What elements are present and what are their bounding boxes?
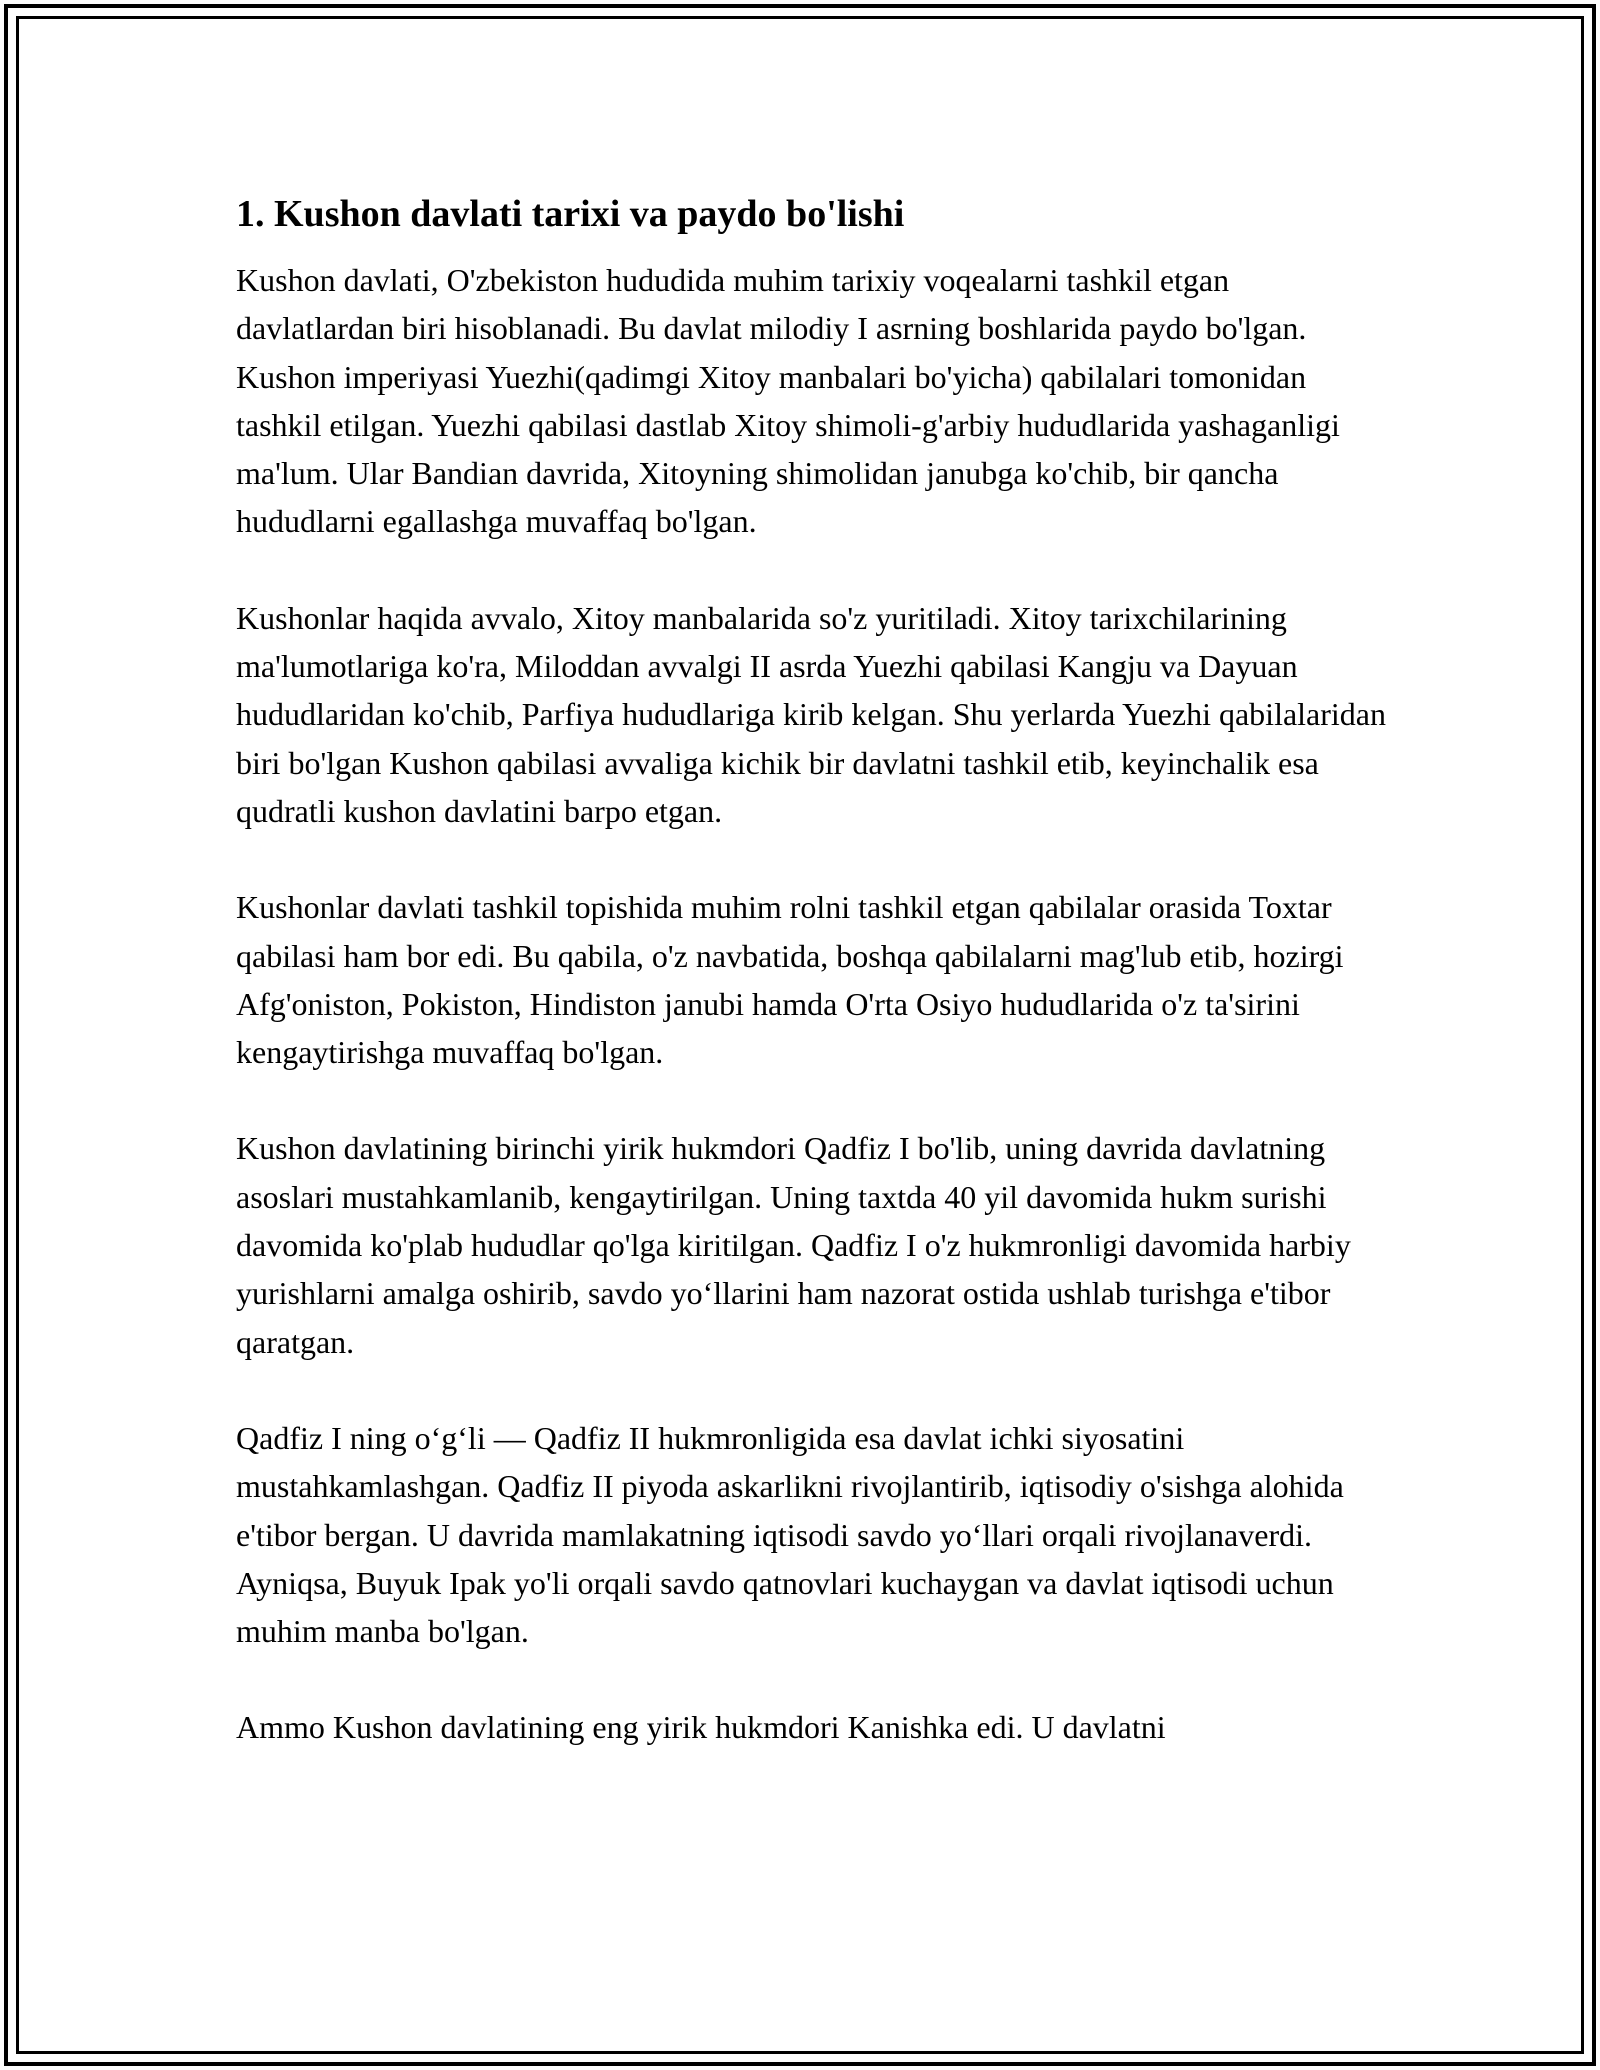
paragraph-2: Kushonlar haqida avvalo, Xitoy manbalarida so'z yuritiladi. Xitoy tarixchilarining ma'lumotlariga ko'ra, Miloddan avvalgi II asrda Yuezhi qabilasi Kangju va Dayuan hududlaridan ko'chib, Parfiya hududlariga kirib kelgan. Shu yerlarda Yuezhi qabilalaridan biri bo'lgan Kushon qabilasi avvaliga kichik bir davlatni tashkil etib, keyinchalik esa qudratli kushon davlatini barpo etgan. <box>236 599 1386 829</box>
paragraph-1: Kushon davlati, O'zbekiston hududida muhim tarixiy voqealarni tashkil etgan davlatlardan biri hisoblanadi. Bu davlat milodiy I asrning boshlarida paydo bo'lgan. Kushon imperiyasi Yuezhi(qadimgi Xitoy manbalari bo'yicha) qabilalari tomonidan tashkil etilgan. Yuezhi qabilasi dastlab Xitoy shimoli-g'arbiy hududlarida yashaganligi ma'lum. Ular Bandian davrida, Xitoyning shimolidan janubga ko'chib, bir qancha hududlarni egallashga muvaffaq bo'lgan. <box>236 262 1340 540</box>
paragraph-6: Ammo Kushon davlatining eng yirik hukmdori Kanishka edi. U davlatni <box>236 1709 1166 1746</box>
paragraph-4: Kushon davlatining birinchi yirik hukmdori Qadfiz I bo'lib, uning davrida davlatning asoslari mustahkamlanib, kengaytirilgan. Uning taxtda 40 yil davomida hukm surishi davomida ko'plab hududlar qo'lga kiritilgan. Qadfiz I o'z hukmronligi davomida harbiy yurishlarni amalga oshirib, savdo yo‘llarini ham nazorat ostida ushlab turishga e'tibor qaratgan. <box>236 1130 1351 1360</box>
paragraph-5: Qadfiz I ning o‘g‘li — Qadfiz II hukmronligida esa davlat ichki siyosatini mustahkamlashgan. Qadfiz II piyoda askarlikni rivojlantirib, iqtisodiy o'sishga alohida e'tibor bergan. U davrida mamlakatning iqtisodi savdo yo‘llari orqali rivojlanaverdi. Ayniqsa, Buyuk Ipak yo'li orqali savdo qatnovlari kuchaygan va davlat iqtisodi uchun muhim manba bo'lgan. <box>236 1419 1344 1650</box>
section-heading: 1. Kushon davlati tarixi va paydo bo'lishi <box>236 193 905 235</box>
paragraph-3: Kushonlar davlati tashkil topishida muhim rolni tashkil etgan qabilalar orasida Toxtar qabilasi ham bor edi. Bu qabila, o'z navbatida, boshqa qabilalarni mag'lub etib, hozirgi Afg'oniston, Pokiston, Hindiston janubi hamda O'rta Osiyo hududlarida o'z ta'sirini kengaytirishga muvaffaq bo'lgan. <box>236 889 1344 1071</box>
document-body <box>236 190 1386 1800</box>
